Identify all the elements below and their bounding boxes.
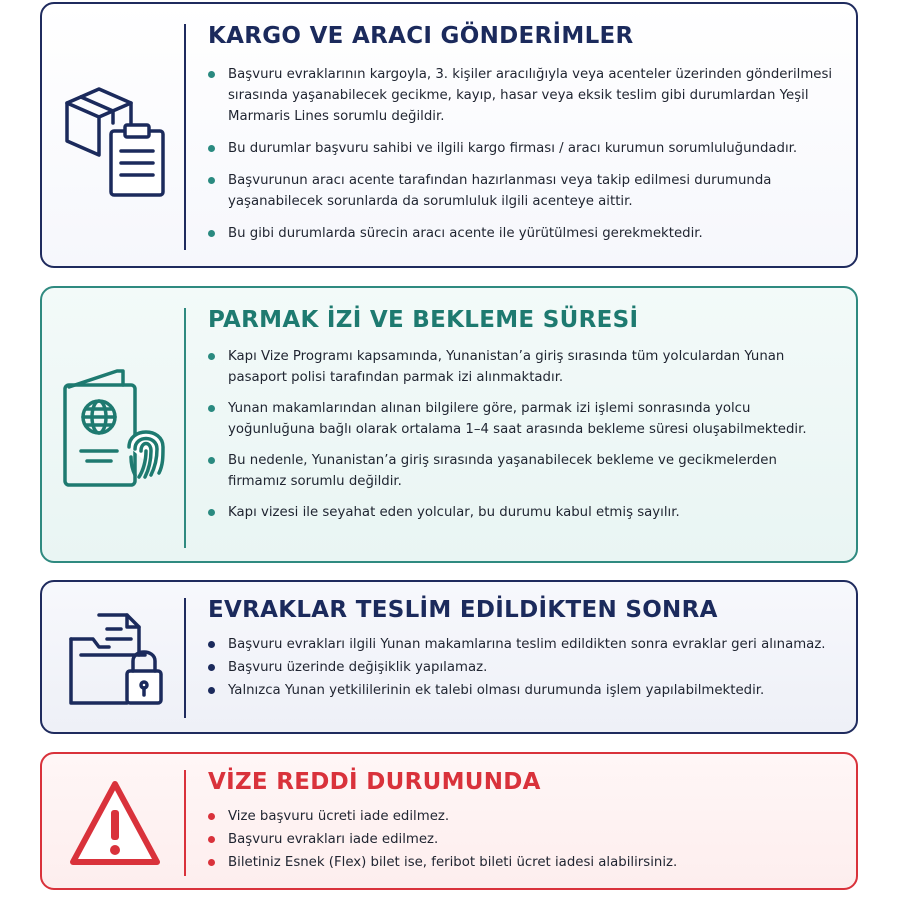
section-divider	[184, 770, 186, 876]
list-item-text: Biletiniz Esnek (Flex) bilet ise, feribot bileti ücret iadesi alabilirsiniz.	[228, 855, 678, 870]
warning-triangle-icon	[67, 778, 163, 868]
list-item	[208, 634, 838, 655]
list-item-text: Yunan makamlarından alınan bilgilere göre, parmak izi işlemi sonrasında yolcu yoğunluğuna bağlı olarak ortalama 1–4 saat arasında bekleme süresi oluşabilmektedir.	[228, 401, 807, 437]
bullet-list	[208, 64, 838, 244]
bullet-dot	[208, 230, 215, 237]
list-item	[208, 829, 838, 850]
list-item	[208, 170, 838, 212]
section-content	[208, 596, 838, 703]
list-item	[208, 657, 838, 678]
icon-container	[42, 582, 187, 734]
section-divider	[184, 308, 186, 548]
list-item	[208, 450, 838, 492]
passport-fingerprint-icon	[59, 365, 171, 489]
icon-container	[42, 4, 187, 268]
bullet-dot	[208, 836, 215, 843]
section-divider	[184, 24, 186, 250]
list-item	[208, 852, 838, 873]
list-item-text: Başvuru evrakları iade edilmez.	[228, 832, 439, 847]
bullet-dot	[208, 405, 215, 412]
list-item-text: Bu gibi durumlarda sürecin aracı acente ile yürütülmesi gerekmektedir.	[228, 226, 703, 241]
list-item	[208, 680, 838, 701]
cargo-section	[40, 2, 858, 268]
list-item	[208, 346, 838, 388]
list-item-text: Kapı Vize Programı kapsamında, Yunanistan’a giriş sırasında tüm yolculardan Yunan pasaport polisi tarafından parmak izi alınmaktadır.	[228, 349, 785, 385]
list-item-text: Bu nedenle, Yunanistan’a giriş sırasında yaşanabilecek bekleme ve gecikmelerden firmamız sorumlu değildir.	[228, 453, 777, 489]
section-title: KARGO VE ARACI GÖNDERİMLER	[208, 23, 634, 49]
list-item	[208, 806, 838, 827]
list-item-text: Başvuru evraklarının kargoyla, 3. kişiler aracılığıyla veya acenteler üzerinden gönderilmesi sırasında yaşanabilecek gecikme, kayıp, hasar veya eksik teslim gibi durumlardan Yeşil Marmaris Lines sorumlu değildir.	[228, 67, 833, 124]
fingerprint-section	[40, 286, 858, 563]
bullet-dot	[208, 177, 215, 184]
list-item	[208, 502, 838, 523]
bullet-dot	[208, 664, 215, 671]
bullet-dot	[208, 353, 215, 360]
folder-lock-icon	[65, 609, 165, 709]
list-item-text: Yalnızca Yunan yetkililerinin ek talebi olması durumunda işlem yapılabilmektedir.	[228, 683, 765, 698]
icon-container	[42, 288, 187, 563]
bullet-dot	[208, 641, 215, 648]
bullet-list	[208, 346, 838, 523]
list-item	[208, 138, 838, 159]
bullet-dot	[208, 687, 215, 694]
bullet-dot	[208, 859, 215, 866]
section-title: EVRAKLAR TESLİM EDİLDİKTEN SONRA	[208, 597, 718, 623]
list-item-text: Kapı vizesi ile seyahat eden yolcular, bu durumu kabul etmiş sayılır.	[228, 505, 680, 520]
list-item	[208, 223, 838, 244]
icon-container	[42, 754, 187, 890]
section-content	[208, 768, 838, 875]
bullet-dot	[208, 71, 215, 78]
bullet-dot	[208, 145, 215, 152]
package-clipboard-icon	[59, 75, 171, 199]
section-title: PARMAK İZİ VE BEKLEME SÜRESİ	[208, 307, 639, 333]
list-item	[208, 398, 838, 440]
bullet-dot	[208, 813, 215, 820]
bullet-list	[208, 806, 838, 873]
list-item-text: Başvuru evrakları ilgili Yunan makamlarına teslim edildikten sonra evraklar geri alınamaz.	[228, 637, 826, 652]
list-item-text: Bu durumlar başvuru sahibi ve ilgili kargo firması / aracı kurumun sorumluluğundadır.	[228, 141, 798, 156]
list-item-text: Başvuru üzerinde değişiklik yapılamaz.	[228, 660, 488, 675]
section-title: VİZE REDDİ DURUMUNDA	[208, 769, 541, 795]
visa-refusal-section	[40, 752, 858, 890]
documents-section	[40, 580, 858, 734]
list-item	[208, 64, 838, 127]
section-content	[208, 22, 838, 255]
list-item-text: Başvurunun aracı acente tarafından hazırlanması veya takip edilmesi durumunda yaşanabilecek sorunlarda da sorumluluk ilgili acenteye aittir.	[228, 173, 772, 209]
section-divider	[184, 598, 186, 718]
bullet-dot	[208, 509, 215, 516]
section-content	[208, 306, 838, 533]
bullet-list	[208, 634, 838, 701]
list-item-text: Vize başvuru ücreti iade edilmez.	[228, 809, 450, 824]
bullet-dot	[208, 457, 215, 464]
